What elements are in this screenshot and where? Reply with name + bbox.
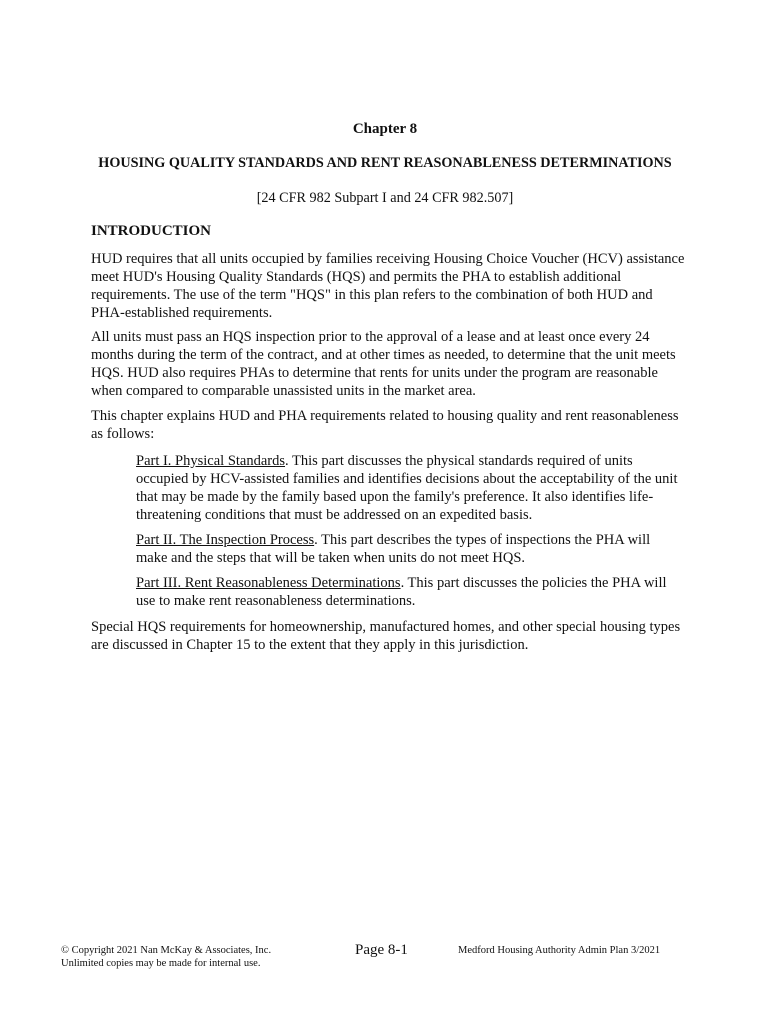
part-text: . This part describes the types of inspections the PHA will make and the steps that will be taken when units do not meet HQS.	[136, 532, 651, 566]
regulation-citation: [24 CFR 982 Subpart I and 24 CFR 982.507]	[256, 190, 514, 206]
copyright-line: © Copyright 2021 Nan McKay & Associates, Inc.	[61, 945, 272, 956]
part-link-inspection-process[interactable]: Part II. The Inspection Process	[136, 532, 315, 548]
footer-plan-name: Medford Housing Authority Admin Plan 3/2021	[458, 945, 661, 956]
part-description-1	[136, 452, 682, 524]
chapter-title: HOUSING QUALITY STANDARDS AND RENT REASONABLENESS DETERMINATIONS	[98, 155, 672, 171]
copies-note: Unlimited copies may be made for internal use.	[61, 958, 261, 969]
part-text: . This part discusses the policies the PHA will use to make rent reasonableness determinations.	[136, 575, 667, 609]
footer-copyright	[61, 944, 341, 970]
intro-paragraph-4: Special HQS requirements for homeownership, manufactured homes, and other special housing types are discussed in Chapter 15 to the extent that they apply in this jurisdiction.	[91, 619, 681, 653]
intro-paragraph-2: All units must pass an HQS inspection prior to the approval of a lease and at least once every 24 months during the term of the contract, and at other times as needed, to determine that the unit meets HQS. HUD also requires PHAs to determine that rents for units under the program are reasonable when compared to comparable unassisted units in the market area.	[91, 329, 676, 399]
part-text: . This part discusses the physical standards required of units occupied by HCV-assisted families and identifies decisions about the acceptability of the unit that may be made by the family based upon the family's preference. It also identifies life-threatening conditions that must be addressed on an expedited basis.	[136, 453, 678, 523]
part-description-2	[136, 531, 682, 567]
part-description-3	[136, 574, 682, 610]
intro-paragraph-1: HUD requires that all units occupied by families receiving Housing Choice Voucher (HCV) assistance meet HUD's Housing Quality Standards (HQS) and permits the PHA to establish additional requirements. The use of the term "HQS" in this plan refers to the combination of both HUD and PHA-established requirements.	[91, 251, 685, 321]
intro-paragraph-3: This chapter explains HUD and PHA requirements related to housing quality and rent reasonableness as follows:	[91, 408, 679, 442]
part-link-physical-standards[interactable]: Part I. Physical Standards	[136, 453, 286, 469]
part-link-rent-reasonableness[interactable]: Part III. Rent Reasonableness Determinations	[136, 575, 401, 591]
page-number: Page 8-1	[355, 942, 408, 958]
section-heading-introduction: INTRODUCTION	[91, 223, 212, 239]
chapter-number: Chapter 8	[352, 121, 418, 137]
